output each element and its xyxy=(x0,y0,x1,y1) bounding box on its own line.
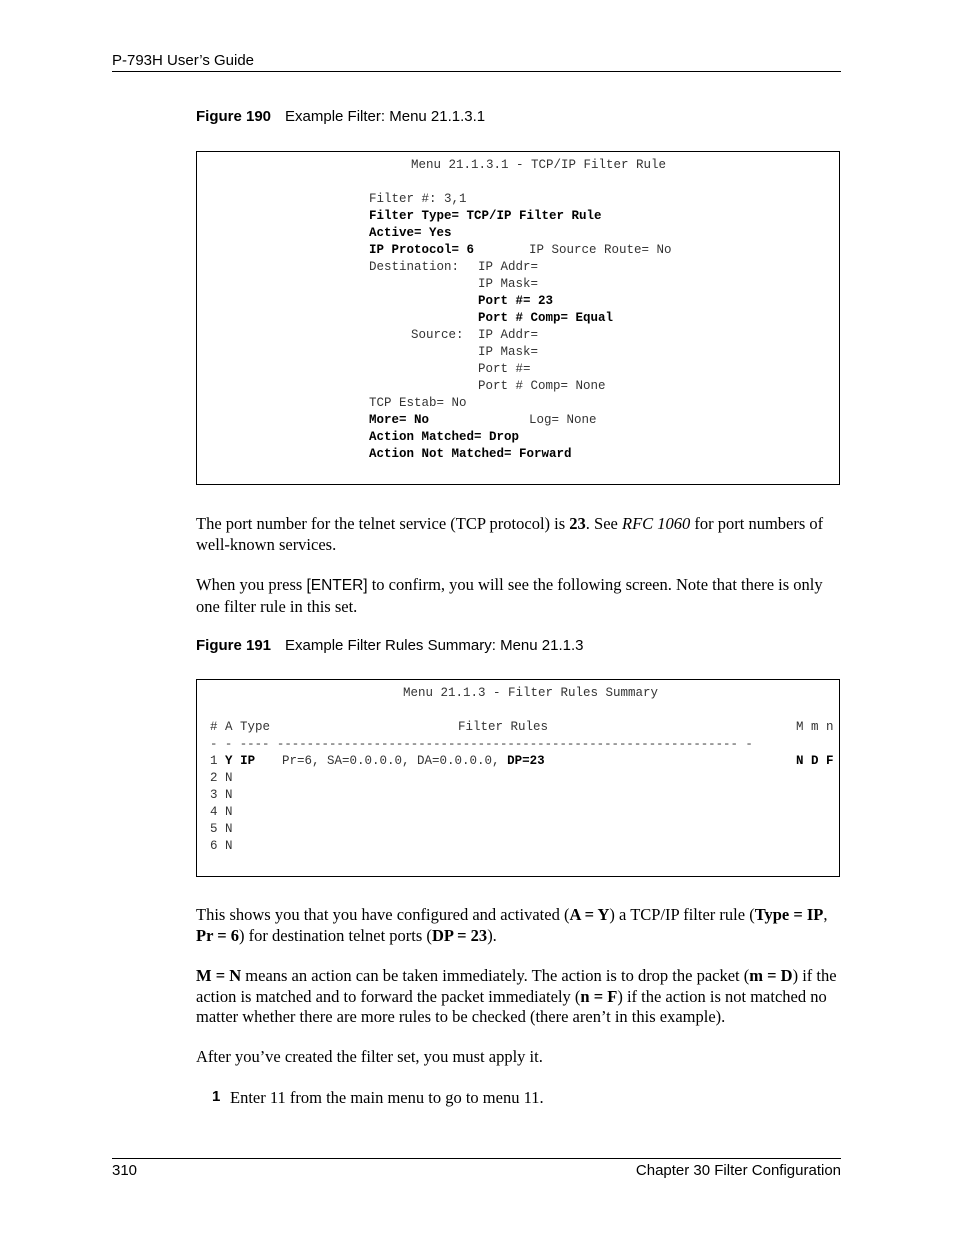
figure-190-title: Example Filter: Menu 21.1.3.1 xyxy=(285,108,486,125)
rule-row-1: 1 Y IP xyxy=(210,754,256,768)
source-label: Source: xyxy=(411,328,464,342)
tcp-estab-field: TCP Estab= No xyxy=(369,396,467,410)
ip-protocol-field: IP Protocol= 6 xyxy=(369,243,475,257)
destination-label: Destination: xyxy=(369,260,460,274)
dest-ip-addr: IP Addr= xyxy=(478,260,539,274)
figure-191-label: Figure 191 xyxy=(196,637,272,654)
figure-191-title: Example Filter Rules Summary: Menu 21.1.3 xyxy=(285,637,584,654)
dest-port-comp: Port # Comp= Equal xyxy=(478,311,614,325)
figure-191-caption xyxy=(196,637,583,654)
step-1-number: 1 xyxy=(212,1088,221,1105)
src-port: Port #= xyxy=(478,362,531,376)
src-port-comp: Port # Comp= None xyxy=(478,379,606,393)
more-field: More= No xyxy=(369,413,430,427)
rule-row-1-rule: Pr=6, SA=0.0.0.0, DA=0.0.0.0, DP=23 xyxy=(282,754,545,768)
paragraph-action-explanation: M = N means an action can be taken immediately. The action is to drop the packet (m = D) if the action is matched and to forward the packet immediately (n = F) if the action is not matched no matter whether there are more rules to be checked (there aren’t in this example). xyxy=(196,966,837,1026)
summary-header-filter-rules: Filter Rules xyxy=(458,720,549,734)
src-ip-addr: IP Addr= xyxy=(478,328,539,342)
rule-row-5: 5 N xyxy=(210,822,233,836)
dest-ip-mask: IP Mask= xyxy=(478,277,539,291)
dest-port: Port #= 23 xyxy=(478,294,554,308)
footer-divider xyxy=(112,1158,841,1159)
summary-header-flags: M m n xyxy=(796,720,834,734)
footer-page-number: 310 xyxy=(112,1162,138,1179)
rule-row-1-flags: N D F xyxy=(796,754,834,768)
paragraph-summary-explanation: This shows you that you have configured and activated (A = Y) a TCP/IP filter rule (Type = IP, Pr = 6) for destination telnet ports (DP = 23). xyxy=(196,905,828,945)
step-1-text: Enter 11 from the main menu to go to menu 11. xyxy=(230,1088,544,1107)
figure-190-label: Figure 190 xyxy=(196,108,272,125)
summary-separator: - - ---- -------------------------------------------------------------- - xyxy=(210,737,753,751)
active-field: Active= Yes xyxy=(369,226,452,240)
rule-row-3: 3 N xyxy=(210,788,233,802)
action-matched-field: Action Matched= Drop xyxy=(369,430,520,444)
paragraph-port-number: The port number for the telnet service (TCP protocol) is 23. See RFC 1060 for port numbers of well-known services. xyxy=(196,514,824,554)
header-divider xyxy=(112,71,841,72)
paragraph-apply-filter: After you’ve created the filter set, you must apply it. xyxy=(196,1047,543,1066)
summary-screen-title: Menu 21.1.3 - Filter Rules Summary xyxy=(403,686,659,700)
enter-key-label: [ENTER] xyxy=(306,577,368,594)
rule-row-6: 6 N xyxy=(210,839,233,853)
action-not-matched-field: Action Not Matched= Forward xyxy=(369,447,572,461)
filter-type: Filter Type= TCP/IP Filter Rule xyxy=(369,209,602,223)
log-field: Log= None xyxy=(529,413,597,427)
summary-header-left: # A Type xyxy=(210,720,271,734)
screen-title: Menu 21.1.3.1 - TCP/IP Filter Rule xyxy=(411,158,667,172)
rule-row-4: 4 N xyxy=(210,805,233,819)
figure-190-screen xyxy=(196,151,840,485)
figure-190-caption xyxy=(196,108,485,125)
rule-row-2: 2 N xyxy=(210,771,233,785)
paragraph-enter-confirm: When you press [ENTER] to confirm, you will see the following screen. Note that there is only one filter rule in this set. xyxy=(196,575,823,616)
filter-number: Filter #: 3,1 xyxy=(369,192,467,206)
figure-191-screen xyxy=(196,679,840,877)
footer-chapter-title: Chapter 30 Filter Configuration xyxy=(635,1162,841,1179)
running-header-title: P-793H User’s Guide xyxy=(112,52,255,69)
src-ip-mask: IP Mask= xyxy=(478,345,539,359)
ip-source-route-field: IP Source Route= No xyxy=(529,243,672,257)
